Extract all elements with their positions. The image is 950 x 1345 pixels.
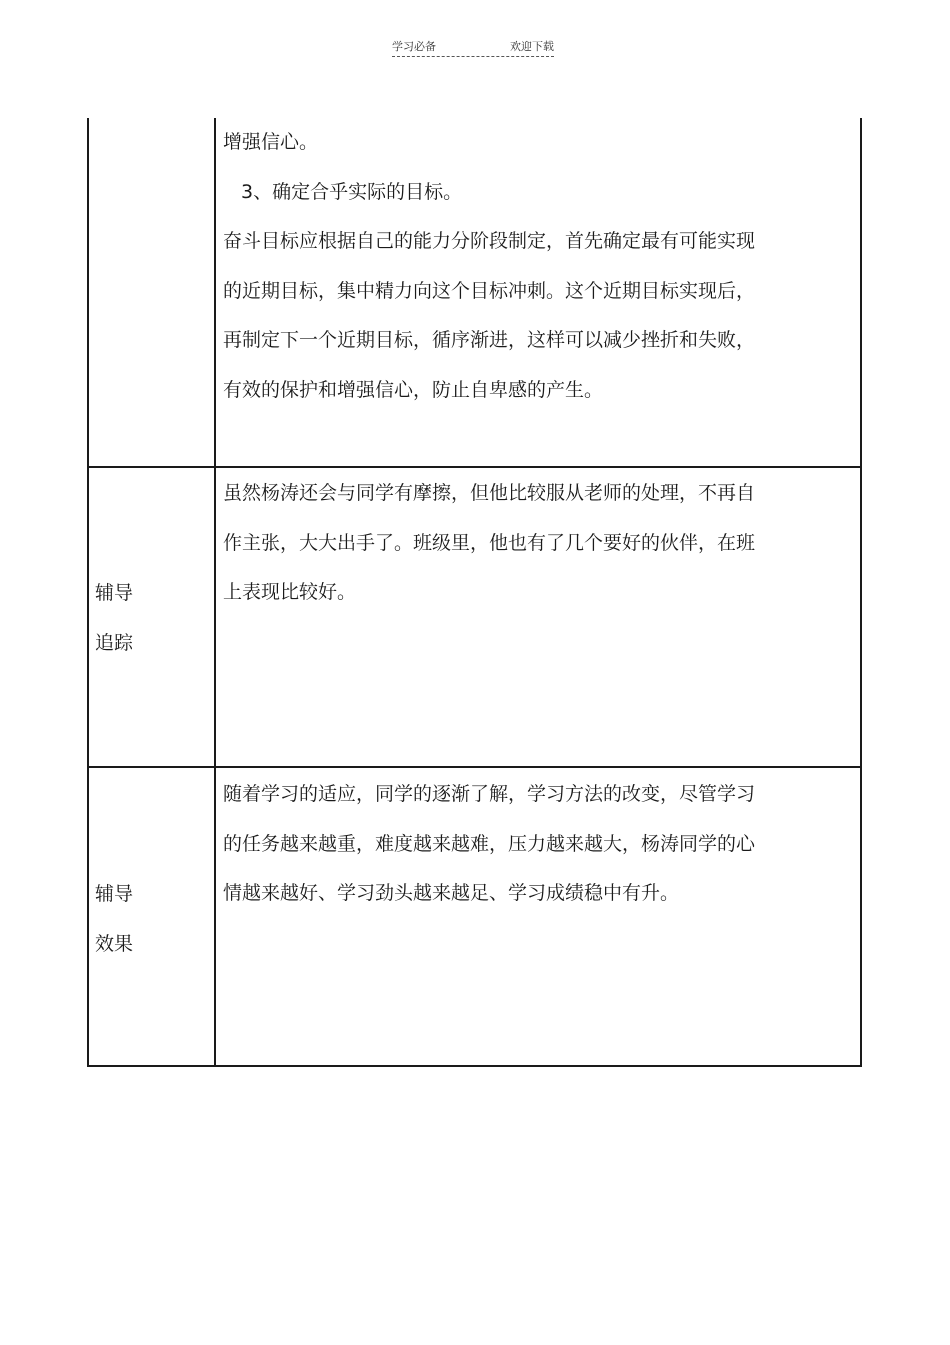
strategy-line: 有效的保护和增强信心，防止自卑感的产生。 <box>223 378 604 401</box>
strategy-line: 增强信心。 <box>223 131 319 153</box>
tracking-label-line: 辅导 <box>95 582 134 604</box>
strategy-subheading: 3、确定合乎实际的目标。 <box>241 180 463 203</box>
table-bottom-border <box>87 1065 862 1067</box>
effect-line: 随着学习的适应，同学的逐渐了解，学习方法的改变，尽管学习 <box>223 783 756 805</box>
table-column-divider <box>214 118 216 1066</box>
strategy-content <box>223 118 823 415</box>
header-right-text: 欢迎下载 <box>510 40 554 53</box>
row-divider-2 <box>87 766 862 768</box>
effect-label-line: 辅导 <box>95 883 134 905</box>
row-divider-1 <box>87 466 862 468</box>
table-right-border <box>860 118 862 1066</box>
tracking-label <box>95 568 133 668</box>
strategy-line: 的近期目标，集中精力向这个目标冲刺。这个近期目标实现后， <box>223 279 756 302</box>
tracking-content <box>223 469 823 618</box>
header-left-text: 学习必备 <box>392 40 436 53</box>
strategy-line: 再制定下一个近期目标，循序渐进，这样可以减少挫折和失败， <box>223 329 756 351</box>
effect-line: 情越来越好、学习劲头越来越足、学习成绩稳中有升。 <box>223 882 680 904</box>
table-left-border <box>87 118 89 1066</box>
effect-content <box>223 770 823 919</box>
tracking-line: 上表现比较好。 <box>223 581 357 603</box>
tracking-line: 作主张，大大出手了。班级里，他也有了几个要好的伙伴，在班 <box>223 531 756 554</box>
tracking-line: 虽然杨涛还会与同学有摩擦，但他比较服从老师的处理，不再自 <box>223 482 756 504</box>
effect-label-line: 效果 <box>95 933 134 955</box>
effect-label <box>95 869 133 969</box>
tracking-label-line: 追踪 <box>95 632 134 654</box>
effect-line: 的任务越来越重，难度越来越难，压力越来越大，杨涛同学的心 <box>223 832 756 855</box>
strategy-line: 奋斗目标应根据自己的能力分阶段制定，首先确定最有可能实现 <box>223 230 756 252</box>
page-header <box>392 40 554 57</box>
